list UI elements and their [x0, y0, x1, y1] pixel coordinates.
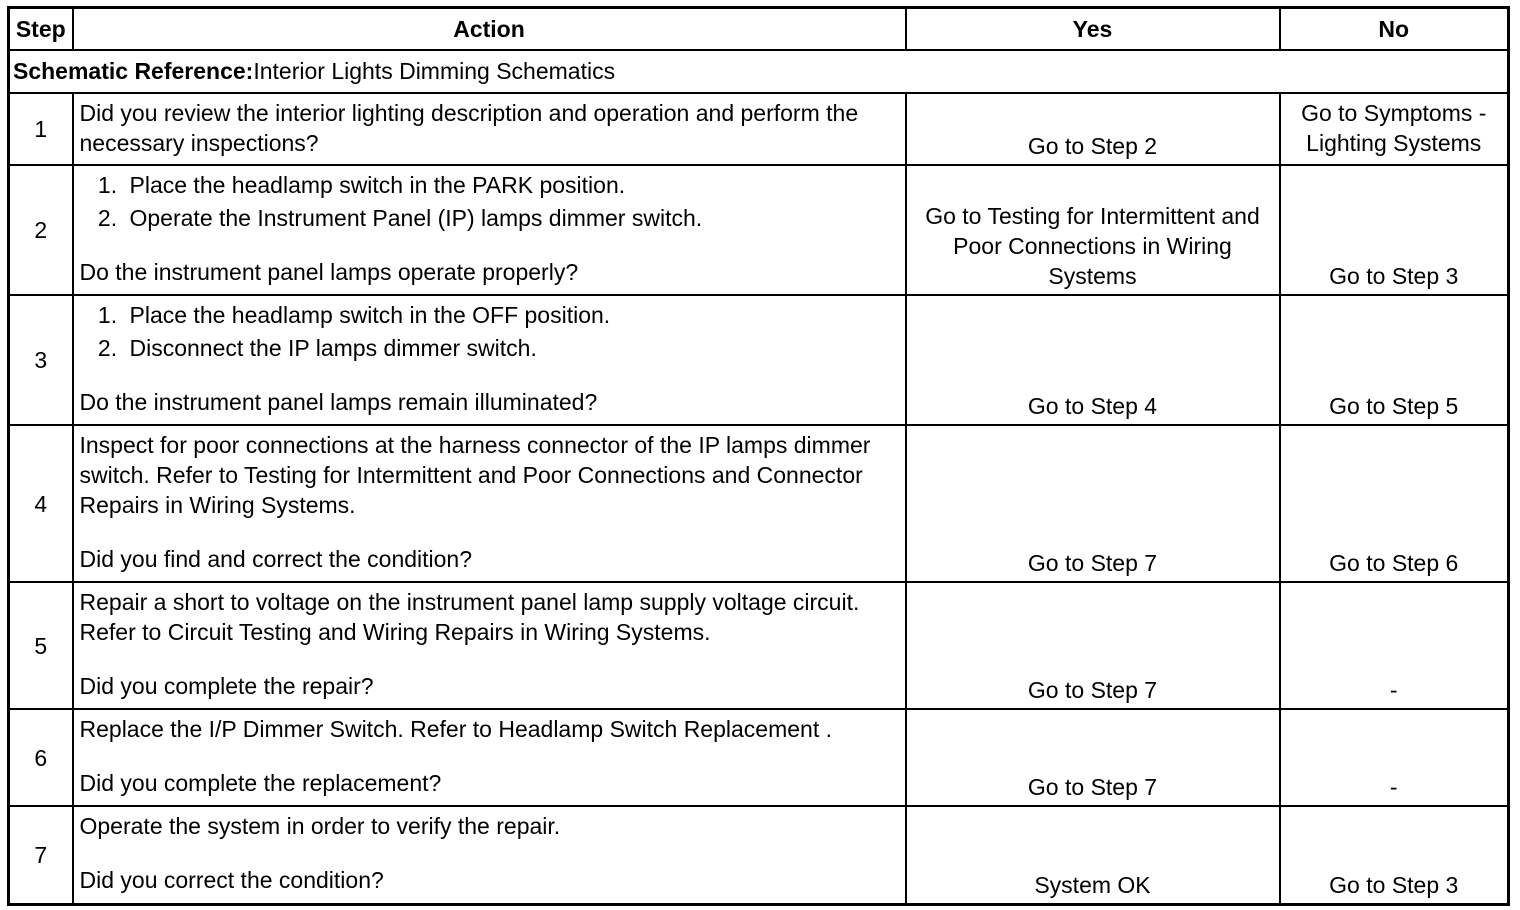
table-row: [9, 709, 1509, 806]
schematic-reference-row: [9, 50, 1509, 93]
table-row: [9, 425, 1509, 582]
yes-cell[interactable]: Go to Step 7: [906, 425, 1280, 582]
action-text: Operate the system in order to verify the repair.: [79, 813, 561, 840]
action-list: [80, 300, 899, 363]
no-cell[interactable]: Go to Step 3: [1280, 806, 1509, 904]
table-row: [9, 582, 1509, 709]
no-cell[interactable]: Go to Step 6: [1280, 425, 1509, 582]
table-row: [9, 93, 1509, 165]
action-text: Repair a short to voltage on the instrument panel lamp supply voltage circuit. Refer to Circuit Testing and Wiring Repairs in Wiring Systems.: [79, 589, 860, 646]
action-cell: [73, 295, 906, 425]
yes-cell: System OK: [906, 806, 1280, 904]
action-cell: [73, 93, 906, 165]
header-yes: Yes: [906, 8, 1280, 50]
yes-cell[interactable]: Go to Step 7: [906, 582, 1280, 709]
table-row: [9, 806, 1509, 904]
action-question: Did you complete the replacement?: [79, 770, 442, 797]
no-cell[interactable]: Go to Symptoms - Lighting Systems: [1280, 93, 1509, 165]
step-number: 1: [9, 93, 73, 165]
diagnostic-table: [7, 6, 1510, 906]
yes-cell[interactable]: Go to Step 4: [906, 295, 1280, 425]
action-question: Did you find and correct the condition?: [79, 545, 473, 572]
action-cell: [73, 165, 906, 295]
schematic-reference-label: Schematic Reference:: [13, 58, 254, 85]
yes-cell[interactable]: Go to Step 7: [906, 709, 1280, 806]
step-number: 6: [9, 709, 73, 806]
list-item: 1. Place the headlamp switch in the OFF position.: [124, 300, 899, 330]
list-item: 2. Operate the Instrument Panel (IP) lamps dimmer switch.: [124, 203, 899, 233]
action-text: Replace the I/P Dimmer Switch. Refer to Headlamp Switch Replacement .: [79, 716, 832, 743]
action-question: Did you correct the condition?: [79, 867, 384, 894]
yes-cell[interactable]: Go to Step 2: [906, 93, 1280, 165]
action-list: [80, 170, 899, 233]
table-row: [9, 165, 1509, 295]
no-cell: -: [1280, 709, 1509, 806]
no-cell[interactable]: Go to Step 3: [1280, 165, 1509, 295]
no-cell[interactable]: Go to Step 5: [1280, 295, 1509, 425]
step-number: 5: [9, 582, 73, 709]
step-number: 4: [9, 425, 73, 582]
action-question: Do the instrument panel lamps operate properly?: [79, 258, 579, 285]
step-number: 7: [9, 806, 73, 904]
action-text: Inspect for poor connections at the harness connector of the IP lamps dimmer switch. Refer to Testing for Intermittent and Poor Connections and Connector Repairs in Wiring Systems.: [79, 431, 871, 518]
action-cell: [73, 582, 906, 709]
header-action: Action: [73, 8, 906, 50]
yes-cell[interactable]: Go to Testing for Intermittent and Poor Connections in Wiring Systems: [906, 165, 1280, 295]
schematic-reference-link[interactable]: Interior Lights Dimming Schematics: [253, 58, 616, 85]
table-row: [9, 295, 1509, 425]
no-cell: -: [1280, 582, 1509, 709]
list-item: 1. Place the headlamp switch in the PARK position.: [124, 170, 899, 200]
header-row: [9, 8, 1509, 50]
action-question: Did you complete the repair?: [79, 673, 374, 700]
action-text: Did you review the interior lighting description and operation and perform the necessary inspections?: [79, 99, 859, 156]
list-item: 2. Disconnect the IP lamps dimmer switch.: [124, 333, 899, 363]
action-cell: [73, 806, 906, 904]
header-step: Step: [9, 8, 73, 50]
header-no: No: [1280, 8, 1509, 50]
action-cell: [73, 709, 906, 806]
action-cell: [73, 425, 906, 582]
step-number: 3: [9, 295, 73, 425]
step-number: 2: [9, 165, 73, 295]
action-question: Do the instrument panel lamps remain illuminated?: [79, 388, 598, 415]
